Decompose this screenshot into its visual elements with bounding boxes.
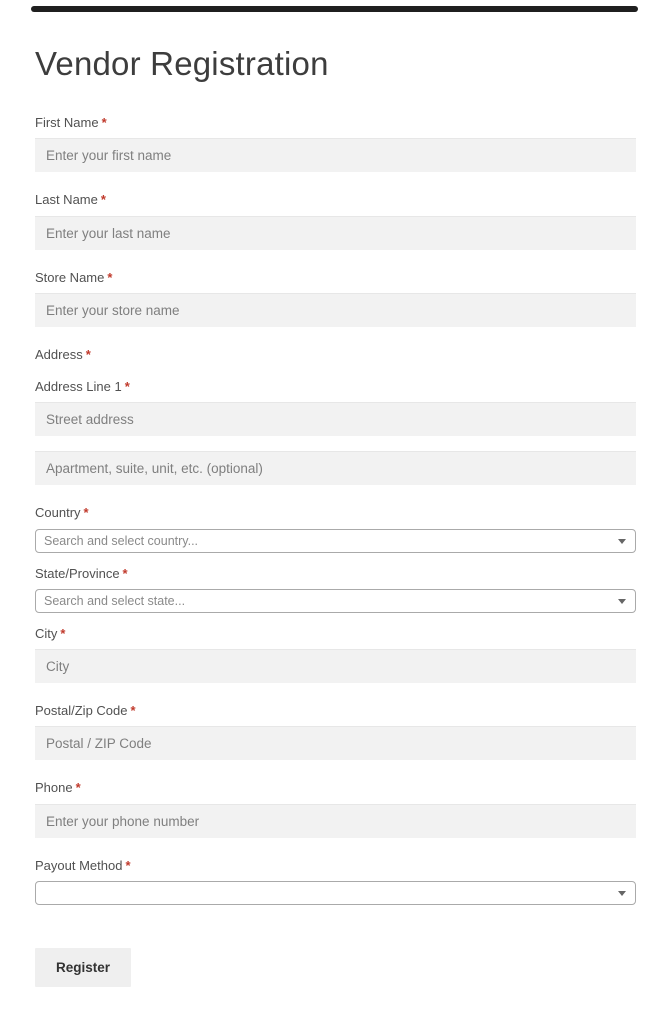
address-line1-label-text: Address Line 1 — [35, 379, 122, 394]
field-group-address — [35, 347, 636, 486]
vendor-registration-form — [0, 45, 669, 1027]
address-section-label — [35, 347, 636, 363]
field-group-city — [35, 626, 636, 683]
required-asterisk: * — [107, 269, 113, 285]
postal-label — [35, 703, 636, 719]
payout-method-label-text: Payout Method — [35, 857, 123, 873]
required-asterisk: * — [101, 115, 107, 130]
field-group-payout — [35, 858, 636, 905]
address-line1-label — [35, 379, 636, 395]
required-asterisk: * — [75, 780, 81, 796]
required-asterisk: * — [100, 192, 106, 208]
top-bar — [31, 6, 638, 12]
required-asterisk: * — [130, 703, 136, 718]
payout-method-label — [35, 858, 636, 874]
state-select-placeholder: Search and select state... — [44, 593, 186, 608]
required-asterisk: * — [124, 379, 130, 394]
field-group-state — [35, 566, 636, 613]
chevron-down-icon — [618, 539, 626, 544]
field-group-country — [35, 505, 636, 552]
address-line1-input[interactable] — [35, 402, 636, 436]
required-asterisk: * — [60, 625, 66, 641]
state-label — [35, 566, 636, 582]
city-label-text: City — [35, 625, 58, 641]
chevron-down-icon — [618, 599, 626, 604]
phone-input[interactable] — [35, 804, 636, 838]
postal-input[interactable] — [35, 726, 636, 760]
country-select[interactable] — [35, 529, 636, 553]
field-group-phone — [35, 780, 636, 837]
last-name-label — [35, 192, 636, 208]
country-label — [35, 505, 636, 521]
field-group-last-name — [35, 192, 636, 249]
phone-label-text: Phone — [35, 780, 73, 796]
country-label-text: Country — [35, 505, 81, 521]
city-label — [35, 626, 636, 642]
required-asterisk: * — [122, 565, 128, 581]
payout-method-select[interactable] — [35, 881, 636, 905]
address-line2-input[interactable] — [35, 451, 636, 485]
first-name-input[interactable] — [35, 138, 636, 172]
last-name-input[interactable] — [35, 216, 636, 250]
address-section-label-text: Address — [35, 346, 83, 362]
field-group-first-name — [35, 115, 636, 172]
field-group-postal — [35, 703, 636, 760]
required-asterisk: * — [125, 857, 131, 873]
store-name-label-text: Store Name — [35, 269, 105, 285]
state-select[interactable] — [35, 589, 636, 613]
store-name-label — [35, 270, 636, 286]
state-label-text: State/Province — [35, 565, 120, 581]
first-name-label — [35, 115, 636, 131]
first-name-label-text: First Name — [35, 115, 99, 130]
chevron-down-icon — [618, 891, 626, 896]
postal-label-text: Postal/Zip Code — [35, 703, 128, 718]
country-select-placeholder: Search and select country... — [44, 533, 199, 548]
city-input[interactable] — [35, 649, 636, 683]
required-asterisk: * — [83, 505, 89, 521]
phone-label — [35, 780, 636, 796]
field-group-store-name — [35, 270, 636, 327]
store-name-input[interactable] — [35, 293, 636, 327]
required-asterisk: * — [85, 346, 91, 362]
last-name-label-text: Last Name — [35, 192, 98, 208]
register-button[interactable]: Register — [35, 948, 131, 987]
page-title: Vendor Registration — [35, 45, 329, 82]
